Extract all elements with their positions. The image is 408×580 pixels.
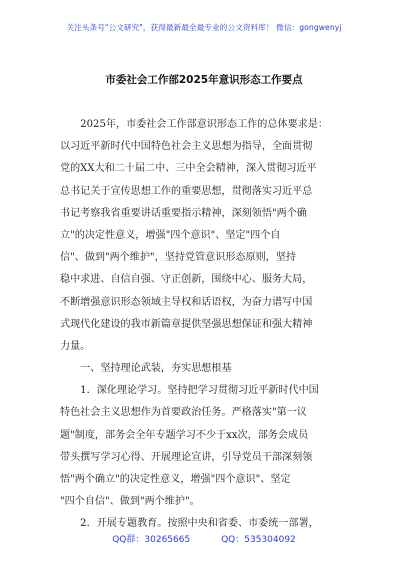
text-line: 党的XX大和二十届二中、三中全会精神，深入贯彻习近平 [60,163,317,175]
text-line: 带头撰写学习心得、开展理论宣讲，引导党员干部深刻领 [60,451,313,463]
text-line: "四个自信"、做到"两个维护"。 [60,496,200,508]
text-line: 书记考察我省重要讲话重要指示精神，深刻领悟"两个确 [60,207,307,219]
text-line: 1．深化理论学习。坚持把学习贯彻习近平新时代中国 [60,385,319,397]
text-line: 以习近平新时代中国特色社会主义思想为指导，全面贯彻 [60,141,313,153]
paragraph-intro [60,114,350,358]
text-line: 特色社会主义思想作为首要政治任务。严格落实"第一议 [60,407,307,419]
text-line: 2025年，市委社会工作部意识形态工作的总体要求是： [60,119,328,130]
qq-group-text: QQ群：30265665 [112,535,191,545]
text-line: 稳中求进、自信自强、守正创新，围绕中心、服务大局， [60,274,313,286]
contact-footer [0,532,408,545]
text-line: 题"制度，部务会全年专题学习不少于xx次，部务会成员 [60,429,309,441]
qq-contact-text: QQ：535304092 [221,535,296,545]
text-line: 不断增强意识形态领域主导权和话语权，为奋力谱写中国 [60,296,313,308]
promo-banner: 关注头条号"公文研究"，获得最新最全最专业的公文资料库！ 微信：gongwenyj [66,23,342,32]
text-line: 信"、做到"两个维护"，坚持党管意识形态原则，坚持 [60,252,296,264]
document-body [60,114,350,536]
text-line: 总书记关于宣传思想工作的重要思想，贯彻落实习近平总 [60,185,313,197]
paragraph-item-2: 2．开展专题教育。按照中央和省委、市委统一部署， [60,518,319,530]
text-line: 悟"两个确立"的决定性意义，增强"四个意识"、坚定 [60,474,291,485]
text-line: 立"的决定性意义，增强"四个意识"、坚定"四个自 [60,229,281,241]
text-line: 式现代化建设的我市新篇章提供坚强思想保证和强大精神 [60,318,313,330]
paragraph-item-1 [60,380,350,513]
text-line: 力量。 [60,340,91,352]
section-heading: 一、坚持理论武装，夯实思想根基 [60,363,232,375]
document-title: 市委社会工作部2025年意识形态工作要点 [105,74,303,86]
